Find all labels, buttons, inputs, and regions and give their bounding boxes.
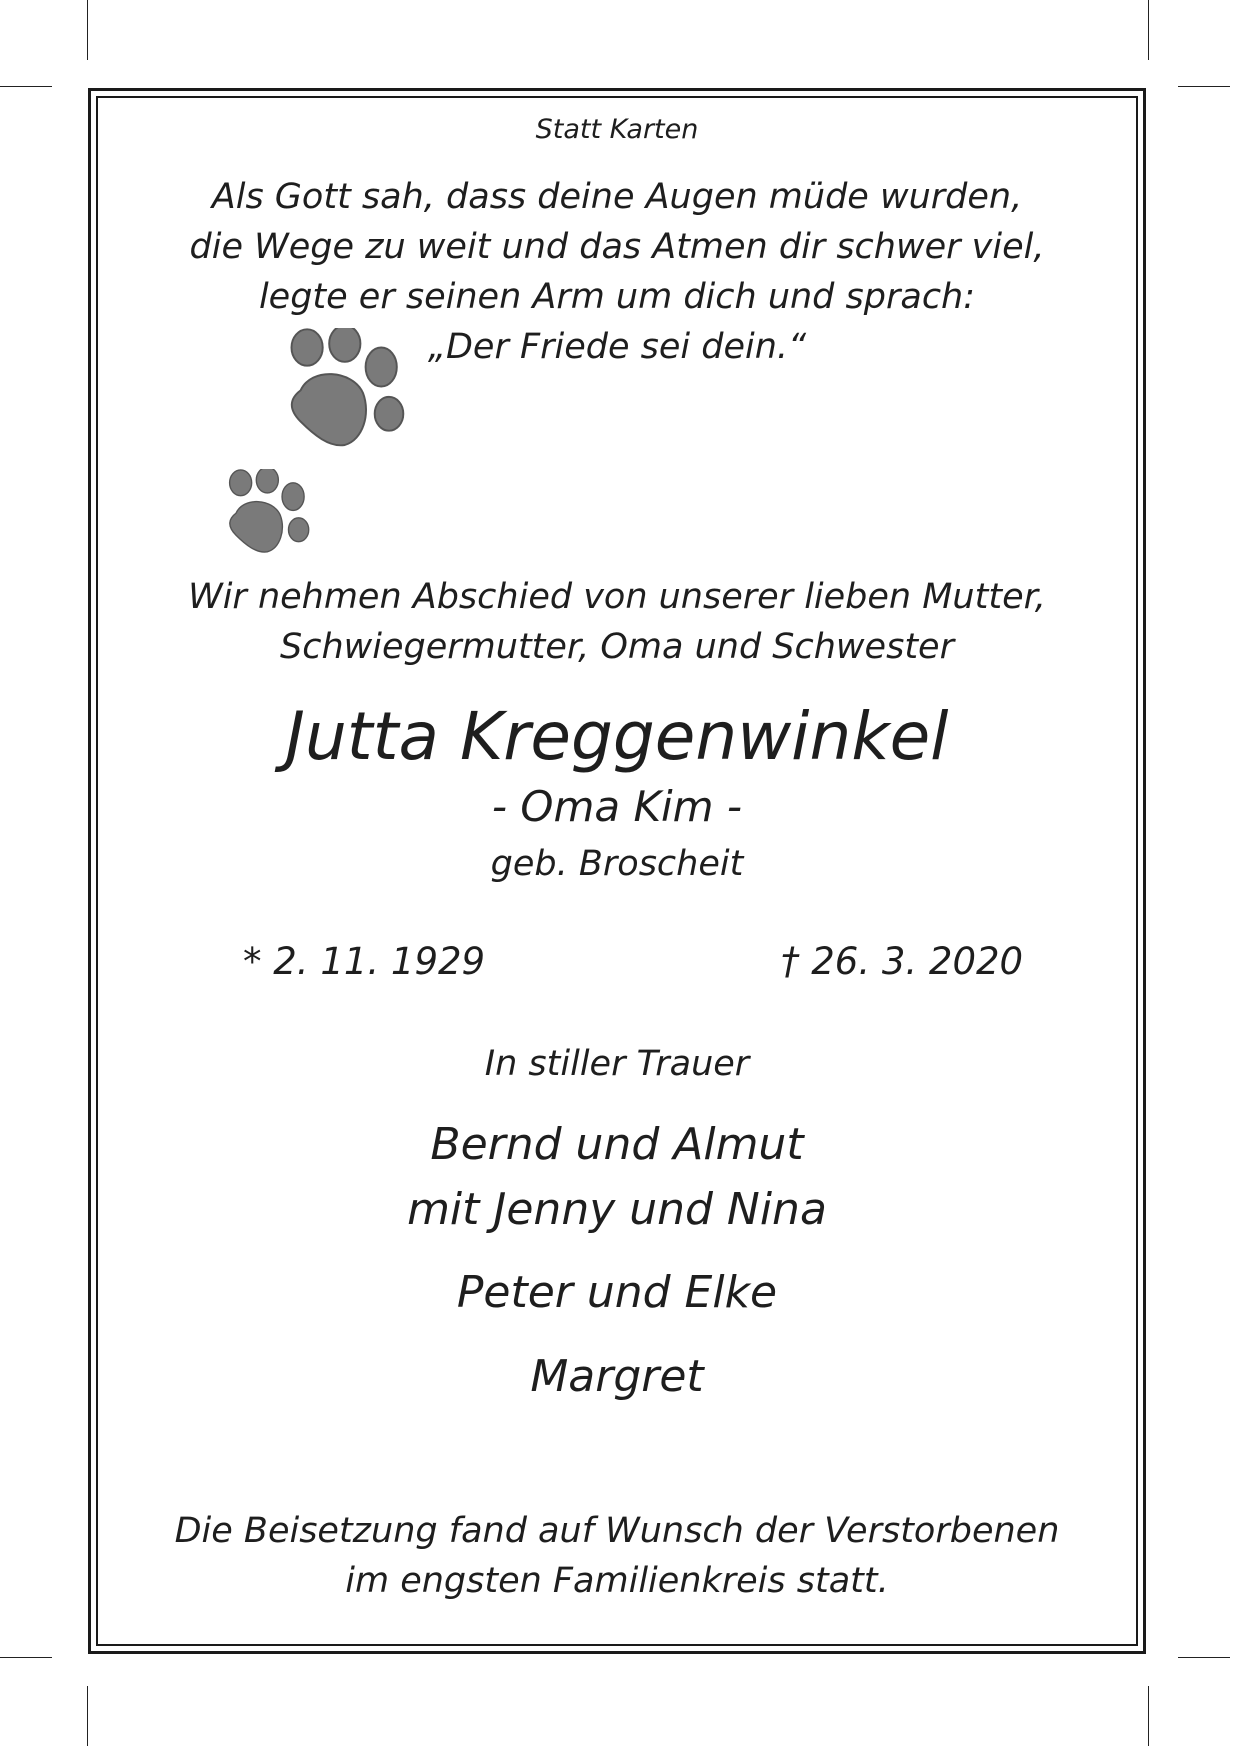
intro-line-2: Schwiegermutter, Oma und Schwester <box>280 627 954 667</box>
crop-mark-top-left <box>87 0 88 60</box>
intro-line-1: Wir nehmen Abschied von unserer lieben Mutter, <box>188 577 1046 617</box>
verse-line-3: legte er seinen Arm um dich und sprach: <box>258 277 976 317</box>
verse-line-4: „Der Friede sei dein.“ <box>427 327 807 367</box>
crop-mark-top-right <box>1148 0 1149 60</box>
crop-mark-left-top <box>0 86 52 87</box>
crop-mark-bottom-left <box>87 1686 88 1746</box>
deceased-birth-name: geb. Broscheit <box>490 844 744 884</box>
crop-mark-bottom-right <box>1148 1686 1149 1746</box>
mourner-family-2: Peter und Elke <box>456 1267 778 1318</box>
paw-print-icon <box>225 469 317 561</box>
deceased-nickname: - Oma Kim - <box>491 782 743 831</box>
paw-print-icon <box>285 328 415 458</box>
statt-karten-label: Statt Karten <box>535 114 699 145</box>
mourner-family-1: Bernd und Almut <box>430 1119 804 1170</box>
mourner-family-3: Margret <box>530 1351 704 1402</box>
crop-mark-right-bottom <box>1178 1657 1230 1658</box>
crop-mark-left-bottom <box>0 1657 52 1658</box>
mourning-heading: In stiller Trauer <box>484 1044 750 1084</box>
mourner-family-1-children: mit Jenny und Nina <box>407 1184 827 1235</box>
burial-line-1: Die Beisetzung fand auf Wunsch der Verstorbenen <box>174 1511 1060 1551</box>
crop-mark-right-top <box>1178 86 1230 87</box>
verse-line-1: Als Gott sah, dass deine Augen müde wurden, <box>211 177 1023 217</box>
deceased-name: Jutta Kreggenwinkel <box>285 698 949 775</box>
birth-date: * 2. 11. 1929 <box>243 940 486 983</box>
death-date: † 26. 3. 2020 <box>781 940 1024 983</box>
verse-line-2: die Wege zu weit und das Atmen dir schwer viel, <box>189 227 1045 267</box>
burial-line-2: im engsten Familienkreis statt. <box>345 1561 889 1601</box>
